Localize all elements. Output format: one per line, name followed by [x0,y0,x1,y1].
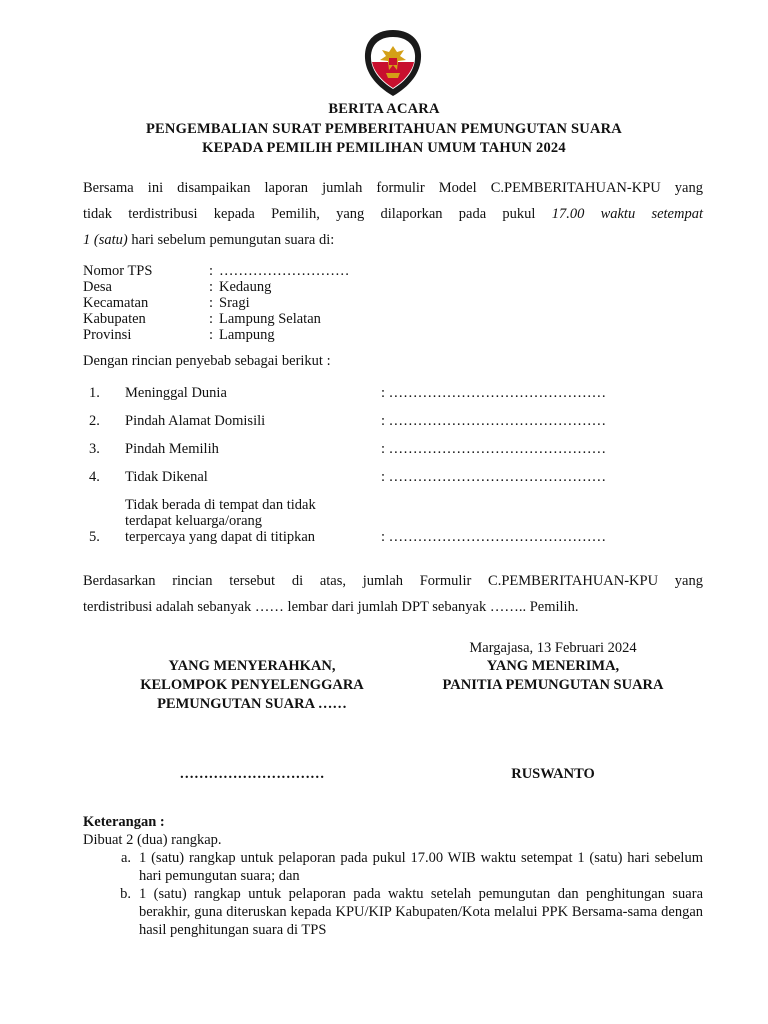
field-nomor-tps: Nomor TPS : ……………………… [83,263,350,279]
field-desa: Desa : Kedaung [83,279,272,295]
field-kabupaten: Kabupaten : Lampung Selatan [83,311,321,327]
field-provinsi: Provinsi : Lampung [83,327,275,343]
intro-paragraph [83,175,703,253]
doc-subtitle-1: PENGEMBALIAN SURAT PEMBERITAHUAN PEMUNGUTAN SUARA [146,121,622,137]
signer-right-name: RUSWANTO [511,766,595,782]
conclusion-paragraph [83,568,703,620]
signer-left-name: ………………………… [179,766,325,782]
reasons-intro: Dengan rincian penyebab sebagai berikut : [83,353,331,369]
field-kecamatan: Kecamatan : Sragi [83,295,250,311]
notes-heading: Keterangan : [83,814,165,830]
intro-line-1: Bersama ini disampaikan laporan jumlah formulir Model C.PEMBERITAHUAN-KPU yang [83,180,703,196]
conclusion-line-2: terdistribusi adalah sebanyak …… lembar dari jumlah DPT sebanyak …….. Pemilih. [83,599,579,615]
signer-left-title: YANG MENYERAHKAN, KELOMPOK PENYELENGGARA PEMUNGUTAN SUARA …… [140,658,364,712]
notes-item-a: a. 1 (satu) rangkap untuk pelaporan pada pukul 17.00 WIB waktu setempat 1 (satu) hari sebelum hari pemungutan suara; dan [120,850,703,884]
notes-item-b: b. 1 (satu) rangkap untuk pelaporan pada waktu setelah pemungutan dan penghitungan suara berakhir, guna diteruskan kepada KPU/KIP Kabupaten/Kota melalui PPK Bersama-sama dengan hasil penghitungan suara di TPS [120,886,703,938]
notes-section [83,813,703,939]
place-date: Margajasa, 13 Februari 2024 [469,640,637,656]
location-fields [83,263,350,343]
doc-title: BERITA ACARA [328,101,440,117]
signer-right-title: YANG MENERIMA, PANITIA PEMUNGUTAN SUARA [442,658,664,693]
conclusion-line-1: Berdasarkan rincian tersebut di atas, jumlah Formulir C.PEMBERITAHUAN-KPU yang [83,573,703,589]
kpu-logo [362,28,424,98]
intro-line-2: tidak terdistribusi kepada Pemilih, yang dilaporkan pada pukul 17.00 waktu setempat [83,206,703,222]
doc-subtitle-2: KEPADA PEMILIH PEMILIHAN UMUM TAHUN 2024 [202,140,566,156]
intro-line-3: 1 (satu) hari sebelum pemungutan suara di: [83,232,335,248]
garuda-emblem-icon [362,28,424,98]
notes-intro: Dibuat 2 (dua) rangkap. [83,832,222,848]
